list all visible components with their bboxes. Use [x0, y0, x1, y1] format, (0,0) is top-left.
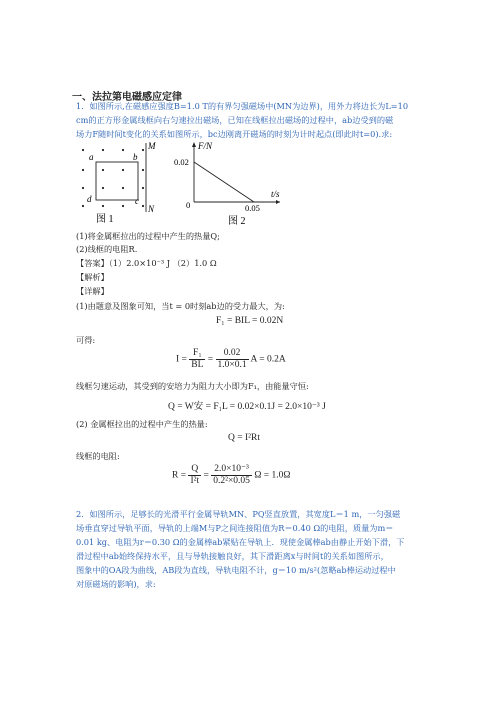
q1-solution-step-2: 可得:	[76, 335, 96, 345]
t-axis-label: t/s	[271, 189, 280, 199]
equation-resistance: R = $\frac{Q}{\text{I²t}}$ = $\frac{\text{2.0×10⁻³}}{\text{0.2²×0.05}}$ Ω = 1.0Ω	[172, 464, 291, 486]
q2-stem-line-6: 对原磁场的影响)，求:	[76, 579, 156, 589]
figure-1-diagram	[78, 140, 170, 228]
label-d: d	[87, 194, 92, 204]
q1-stem-line-1: 1．如图所示,在磁感应强度B=1.0 T的有界匀强磁场中(MN为边界)，用外力将边长为L=10	[76, 101, 409, 111]
q1-solution-step-4: (2) 金属框拉出的过程中产生的热量:	[76, 419, 208, 429]
q1-ask-1: (1)将金属框拉出的过程中产生的热量Q;	[76, 231, 220, 241]
equation-f1: F₁ = BIL = 0.02N	[216, 316, 284, 326]
q1-analysis-heading: 【解析】	[76, 272, 109, 282]
label-n: N	[148, 204, 155, 214]
q1-solution-step-1: (1)由题意及图象可知，当t = 0时刻ab边的受力最大，为:	[76, 301, 285, 311]
q2-stem-line-3: 0.01 kg、电阻为r＝0.30 Ω的金属棒ab紧贴在导轨上．现使金属棒ab由静止开始下滑，下	[76, 537, 405, 547]
force-line	[194, 162, 254, 202]
q1-detail-heading: 【详解】	[76, 286, 109, 296]
equation-joule: Q = I²Rt	[228, 433, 260, 443]
q2-stem-line-2: 场垂直穿过导轨平面，导轨的上端M与P之间连接阻值为R＝0.40 Ω的电阻，质量为m＝	[76, 523, 394, 533]
q2-stem-line-5: 图象中的OA段为曲线，AB段为直线，导轨电阻不计，g＝10 m/s²(忽略ab棒运动过程中	[76, 565, 396, 575]
q1-stem-line-2: cm的正方形金属线框向右匀速拉出磁场，已知在线框拉出磁场的过程中，ab边受到的磁	[76, 115, 394, 125]
figure-1-caption: 图 1	[96, 214, 114, 225]
figure-2-graph	[172, 140, 284, 228]
origin-label: 0	[186, 200, 191, 210]
equation-current: I = $\frac{\text{F₁}}{BL}$ = $\frac{0.02}{1.0\times 0.1}$ A = 0.2A	[176, 348, 286, 370]
square-wire-frame	[96, 162, 138, 200]
q1-solution-step-5: 线框的电阻:	[76, 451, 120, 461]
q1-ask-2: (2)线框的电阻R.	[76, 244, 138, 254]
y-tick-label: 0.02	[174, 157, 189, 167]
q1-answer: 【答案】（1）2.0×10⁻³ J （2）1.0 Ω	[76, 258, 217, 268]
t-axis-arrow	[276, 200, 280, 204]
label-m: M	[148, 141, 156, 151]
label-c: c	[135, 196, 139, 206]
f-axis-label: F/N	[198, 141, 213, 151]
section-title: 一、法拉第电磁感应定律	[72, 92, 182, 103]
figure-2-caption: 图 2	[228, 216, 246, 227]
label-b: b	[133, 152, 138, 162]
q1-solution-step-3: 线框匀速运动，其受到的安培力为阻力大小即为F₁，由能量守恒:	[76, 381, 309, 391]
label-a: a	[89, 152, 94, 162]
q1-stem-line-3: 场力F随时间t变化的关系如图所示，bc边刚离开磁场的时刻为计时起点(即此时t=0).求:	[76, 129, 393, 139]
f-axis-arrow	[192, 142, 196, 147]
q2-stem-line-1: 2．如图所示，足够长的光滑平行金属导轨MN、PQ竖直放置，其宽度L＝1 m，一匀强磁	[76, 509, 401, 519]
q2-stem-line-4: 滑过程中ab始终保持水平，且与导轨接触良好，其下滑距离x与时间t的关系如图所示，	[76, 551, 389, 561]
equation-heat: Q = W安 = F₁L = 0.02×0.1J = 2.0×10⁻³ J	[168, 402, 326, 412]
x-tick-label: 0.05	[245, 203, 260, 213]
